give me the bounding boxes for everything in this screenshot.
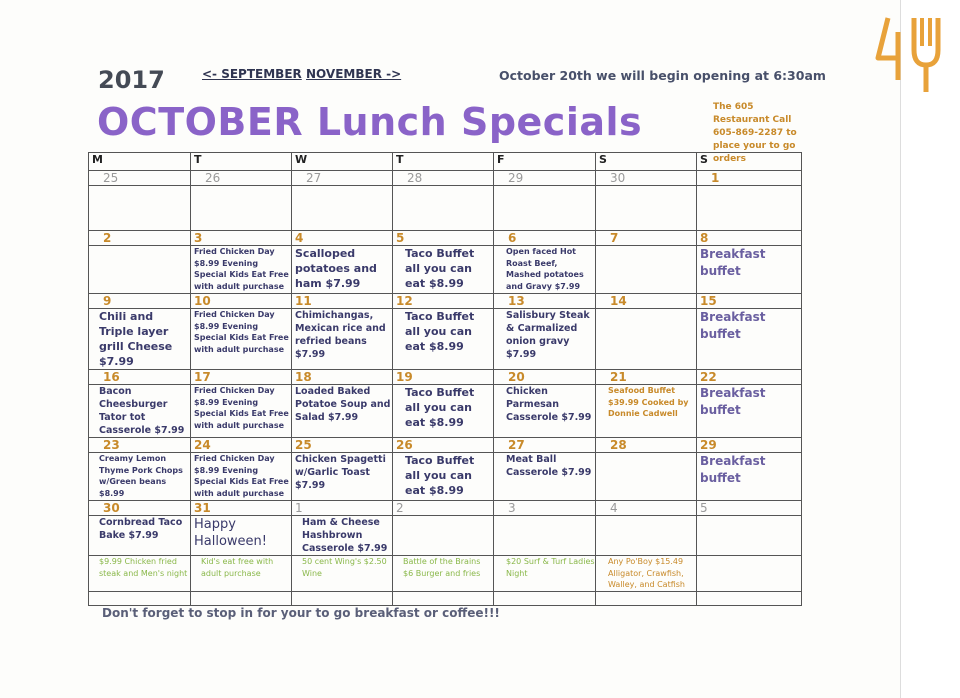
day-special: Ham & Cheese Hashbrown Casserole $7.99 bbox=[292, 516, 393, 556]
evening-special bbox=[697, 556, 802, 592]
page-title: OCTOBER Lunch Specials bbox=[97, 100, 643, 144]
evening-specials-row bbox=[89, 556, 802, 592]
page-edge bbox=[900, 0, 960, 698]
day-special: Open faced Hot Roast Beef, Mashed potatoes and Gravy $7.99 bbox=[494, 246, 596, 294]
evening-special: Any Po'Boy $15.49 Alligator, Crawfish, Walley, and Catfish bbox=[596, 556, 697, 592]
date-row bbox=[89, 231, 802, 246]
restaurant-info: The 605 Restaurant Call 605-869-2287 to place your to go orders bbox=[713, 102, 797, 164]
date-number: 20 bbox=[494, 370, 596, 385]
day-cell bbox=[494, 186, 596, 231]
date-row bbox=[89, 501, 802, 516]
day-special: Chicken Parmesan Casserole $7.99 bbox=[494, 385, 596, 438]
day-special: Taco Buffet all you can eat $8.99 bbox=[393, 246, 494, 294]
specials-row bbox=[89, 309, 802, 370]
year-label: 2017 bbox=[98, 66, 165, 94]
evening-special: Kid's eat free with adult purchase bbox=[191, 556, 292, 592]
date-number: 14 bbox=[596, 294, 697, 309]
date-number: 19 bbox=[393, 370, 494, 385]
date-number: 28 bbox=[596, 438, 697, 453]
evening-special: 50 cent Wing's $2.50 Wine bbox=[292, 556, 393, 592]
date-number: 3 bbox=[494, 501, 596, 516]
blank-cell bbox=[494, 591, 596, 605]
day-special: Fried Chicken Day $8.99 Evening Special Kids Eat Free with adult purchase bbox=[191, 309, 292, 370]
day-special: Fried Chicken Day $8.99 Evening Special Kids Eat Free with adult purchase bbox=[191, 246, 292, 294]
day-special: Happy Halloween! bbox=[191, 516, 292, 556]
date-number: 23 bbox=[89, 438, 191, 453]
weekday-header: T bbox=[393, 153, 494, 171]
date-number: 27 bbox=[292, 171, 393, 186]
day-cell bbox=[596, 186, 697, 231]
date-number: 27 bbox=[494, 438, 596, 453]
date-row bbox=[89, 294, 802, 309]
date-number: 12 bbox=[393, 294, 494, 309]
date-number: 29 bbox=[494, 171, 596, 186]
weekday-header: M bbox=[89, 153, 191, 171]
date-number: 11 bbox=[292, 294, 393, 309]
weekday-header: S bbox=[697, 153, 802, 171]
date-number: 5 bbox=[697, 501, 802, 516]
date-number: 5 bbox=[393, 231, 494, 246]
day-special bbox=[596, 246, 697, 294]
day-special: Breakfast buffet bbox=[697, 246, 802, 294]
date-number: 29 bbox=[697, 438, 802, 453]
blank-cell bbox=[292, 591, 393, 605]
day-special: Salisbury Steak & Carmalized onion gravy $7.99 bbox=[494, 309, 596, 370]
prev-month-link[interactable]: <- SEPTEMBER bbox=[202, 67, 302, 81]
day-special bbox=[596, 309, 697, 370]
blank-cell bbox=[596, 591, 697, 605]
day-special: Seafood Buffet $39.99 Cooked by Donnie Cadwell bbox=[596, 385, 697, 438]
date-number: 1 bbox=[292, 501, 393, 516]
day-special: Chimichangas, Mexican rice and refried beans $7.99 bbox=[292, 309, 393, 370]
date-number: 1 bbox=[697, 171, 802, 186]
date-number: 25 bbox=[292, 438, 393, 453]
date-number: 18 bbox=[292, 370, 393, 385]
day-cell bbox=[393, 516, 494, 556]
day-special: Loaded Baked Potatoe Soup and Salad $7.99 bbox=[292, 385, 393, 438]
date-number: 6 bbox=[494, 231, 596, 246]
weekday-header: W bbox=[292, 153, 393, 171]
day-special: Fried Chicken Day $8.99 Evening Special Kids Eat Free with adult purchase bbox=[191, 385, 292, 438]
date-number: 22 bbox=[697, 370, 802, 385]
weekday-header: S bbox=[596, 153, 697, 171]
date-number: 7 bbox=[596, 231, 697, 246]
date-number: 10 bbox=[191, 294, 292, 309]
blank-cell bbox=[697, 591, 802, 605]
date-number: 4 bbox=[292, 231, 393, 246]
day-special: Chicken Spagetti w/Garlic Toast $7.99 bbox=[292, 453, 393, 501]
opening-notice: October 20th we will begin opening at 6:30am bbox=[499, 68, 826, 83]
date-row bbox=[89, 438, 802, 453]
day-special: Fried Chicken Day $8.99 Evening Special Kids Eat Free with adult purchase bbox=[191, 453, 292, 501]
date-number: 31 bbox=[191, 501, 292, 516]
date-row bbox=[89, 370, 802, 385]
specials-row bbox=[89, 453, 802, 501]
day-cell bbox=[393, 186, 494, 231]
day-cell bbox=[191, 186, 292, 231]
date-number: 2 bbox=[89, 231, 191, 246]
day-cell bbox=[89, 186, 191, 231]
specials-row bbox=[89, 186, 802, 231]
weekday-header: F bbox=[494, 153, 596, 171]
date-number: 30 bbox=[596, 171, 697, 186]
date-number: 9 bbox=[89, 294, 191, 309]
calendar-grid bbox=[88, 152, 802, 606]
date-number: 15 bbox=[697, 294, 802, 309]
fork-and-number-logo-icon bbox=[874, 10, 944, 95]
blank-cell bbox=[393, 591, 494, 605]
day-special: Creamy Lemon Thyme Pork Chops w/Green beans $8.99 bbox=[89, 453, 191, 501]
day-special: Bacon Cheesburger Tator tot Casserole $7.99 bbox=[89, 385, 191, 438]
day-cell bbox=[697, 516, 802, 556]
blank-row bbox=[89, 591, 802, 605]
day-cell bbox=[292, 186, 393, 231]
day-cell bbox=[596, 516, 697, 556]
next-month-link[interactable]: NOVEMBER -> bbox=[306, 67, 402, 81]
date-number: 17 bbox=[191, 370, 292, 385]
date-number: 26 bbox=[191, 171, 292, 186]
day-cell bbox=[494, 516, 596, 556]
date-number: 26 bbox=[393, 438, 494, 453]
footer-note: Don't forget to stop in for your to go breakfast or coffee!!! bbox=[102, 606, 500, 620]
date-number: 30 bbox=[89, 501, 191, 516]
evening-special: $20 Surf & Turf Ladies Night bbox=[494, 556, 596, 592]
day-special bbox=[89, 246, 191, 294]
specials-row bbox=[89, 516, 802, 556]
date-number: 3 bbox=[191, 231, 292, 246]
blank-cell bbox=[89, 591, 191, 605]
day-cell bbox=[697, 186, 802, 231]
weekday-header: T bbox=[191, 153, 292, 171]
day-special: Chili and Triple layer grill Cheese $7.99 bbox=[89, 309, 191, 370]
day-special: Taco Buffet all you can eat $8.99 bbox=[393, 453, 494, 501]
evening-special: $9.99 Chicken fried steak and Men's night bbox=[89, 556, 191, 592]
date-number: 25 bbox=[89, 171, 191, 186]
day-special bbox=[596, 453, 697, 501]
date-number: 24 bbox=[191, 438, 292, 453]
specials-row bbox=[89, 246, 802, 294]
date-number: 28 bbox=[393, 171, 494, 186]
date-row bbox=[89, 171, 802, 186]
date-number: 2 bbox=[393, 501, 494, 516]
day-special: Taco Buffet all you can eat $8.99 bbox=[393, 385, 494, 438]
evening-special: Battle of the Brains $6 Burger and fries bbox=[393, 556, 494, 592]
blank-cell bbox=[191, 591, 292, 605]
day-special: Breakfast buffet bbox=[697, 385, 802, 438]
date-number: 8 bbox=[697, 231, 802, 246]
weekday-header-row bbox=[89, 153, 802, 171]
day-special: Taco Buffet all you can eat $8.99 bbox=[393, 309, 494, 370]
day-special: Scalloped potatoes and ham $7.99 bbox=[292, 246, 393, 294]
date-number: 13 bbox=[494, 294, 596, 309]
day-special: Meat Ball Casserole $7.99 bbox=[494, 453, 596, 501]
date-number: 4 bbox=[596, 501, 697, 516]
date-number: 16 bbox=[89, 370, 191, 385]
specials-row bbox=[89, 385, 802, 438]
day-special: Breakfast buffet bbox=[697, 309, 802, 370]
date-number: 21 bbox=[596, 370, 697, 385]
day-special: Cornbread Taco Bake $7.99 bbox=[89, 516, 191, 556]
day-special: Breakfast buffet bbox=[697, 453, 802, 501]
